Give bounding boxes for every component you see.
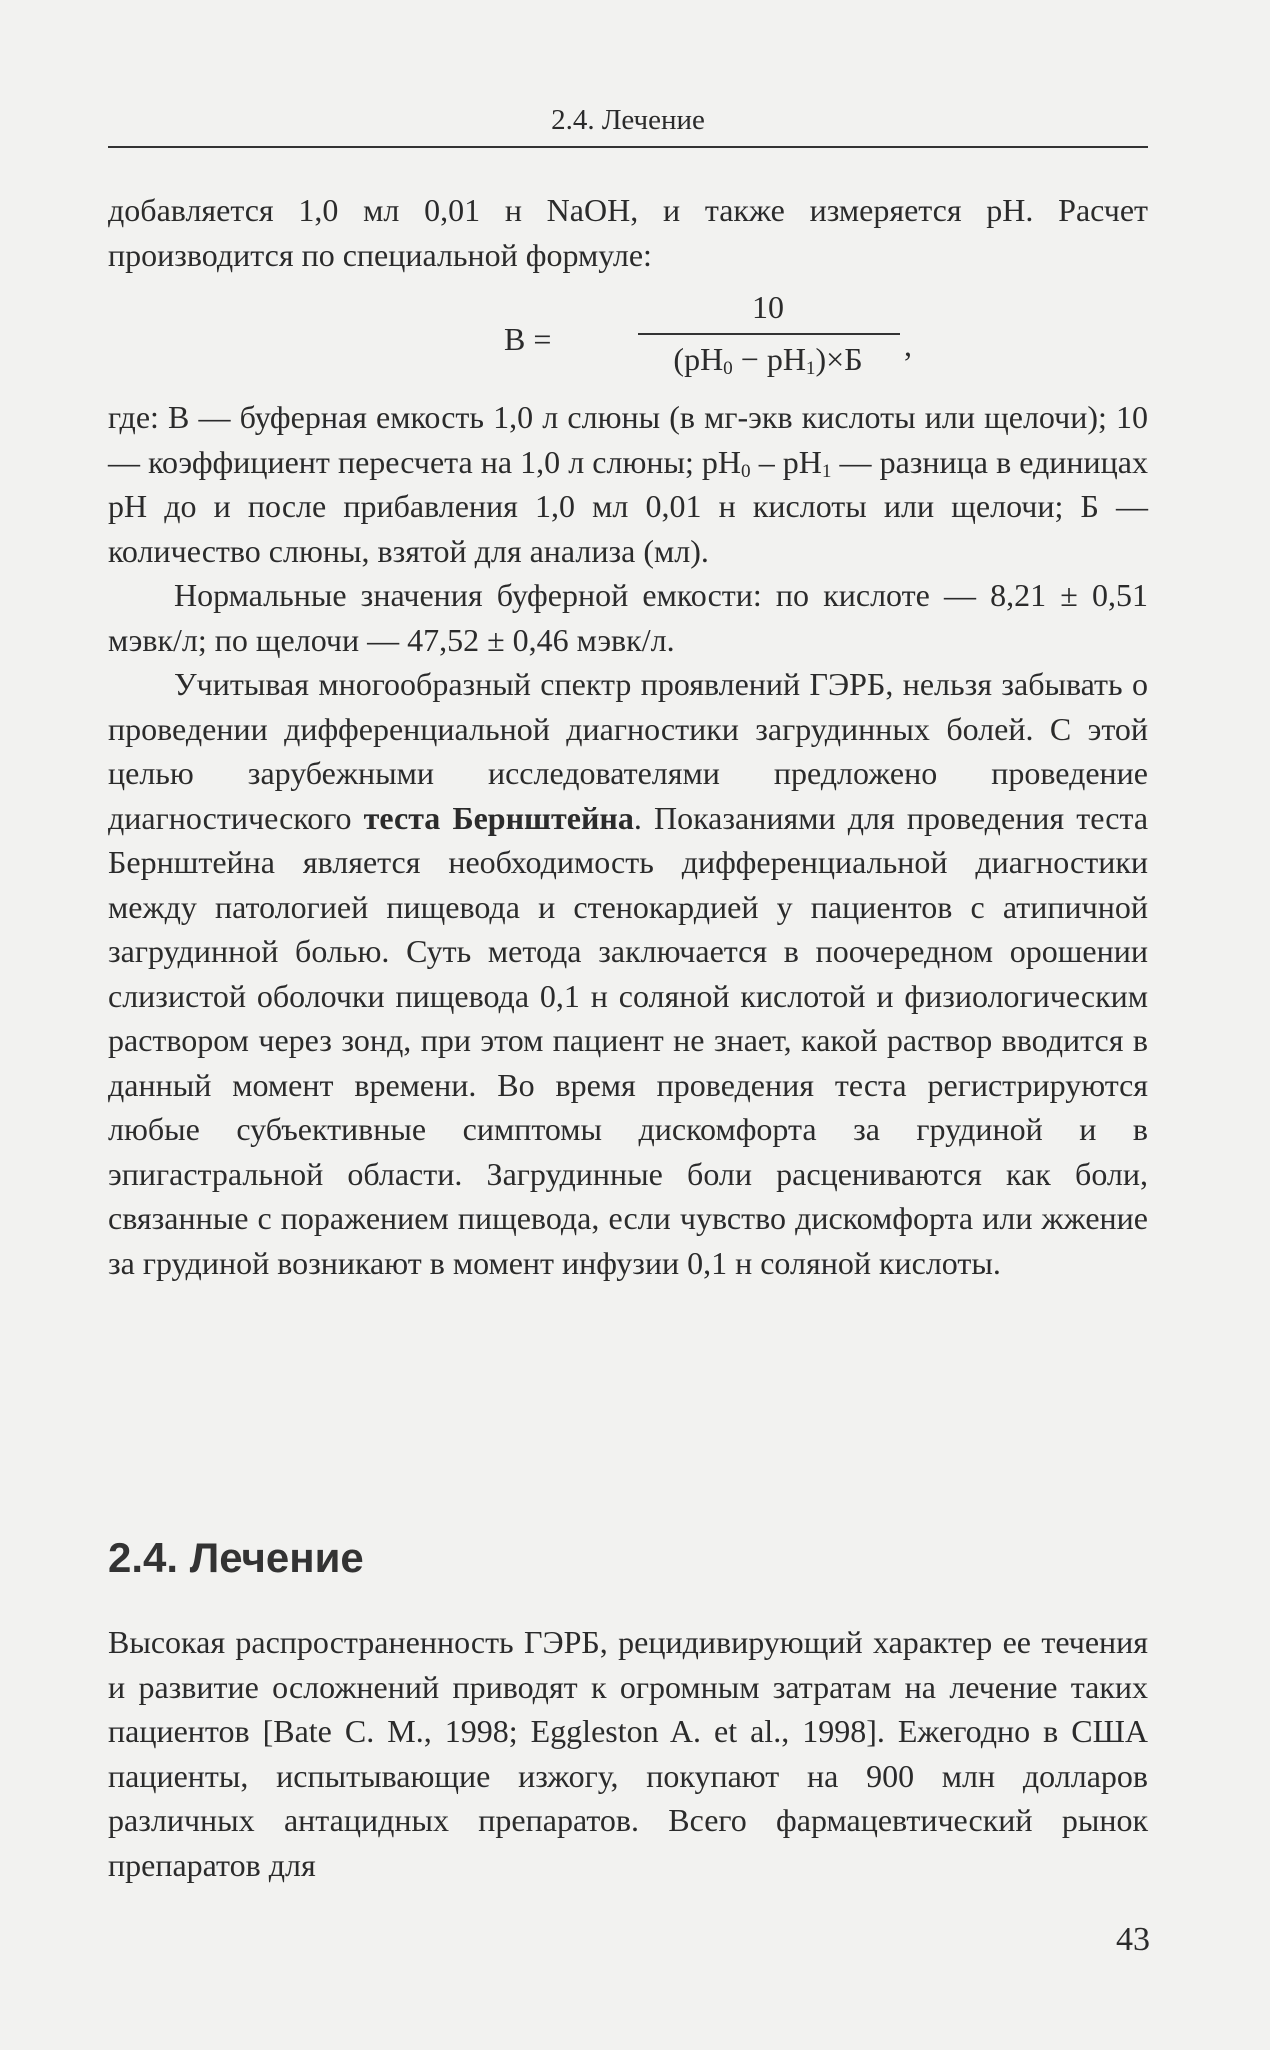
formula-lhs: B = <box>504 321 552 357</box>
section-heading: 2.4. Лечение <box>108 1534 364 1581</box>
paragraph-normal-values: Нормальные значения буферной емкости: по кислоте — 8,21 ± 0,51 мэвк/л; по щелочи — 47,52 ± 0,46 мэвк/л. <box>108 577 1148 658</box>
formula-denominator: $(pH_0 - pH_1)\times Б$ <box>673 341 863 379</box>
header-rule <box>108 146 1148 148</box>
paragraph-intro: добавляется 1,0 мл 0,01 н NaOH, и также измеряется рН. Расчет производится по специальной формуле: <box>108 192 1148 273</box>
treatment-text <box>108 1620 1148 1887</box>
paragraph-bernstein-test: Учитывая многообразный спектр проявлений ГЭРБ, нельзя забывать о проведении дифференциальной диагностики загрудинных болей. С этой целью зарубежными исследователями предложено проведение диагностического теста Бернштейна. Показаниями для проведения теста Бернштейна является необходимость дифференциальной диагностики между патологией пищевода и стенокардией у пациентов с атипичной загрудинной болью. Суть метода заключается в поочередном орошении слизистой оболочки пищевода 0,1 н соляной кислотой и физиологическим раствором через зонд, при этом пациент не знает, какой раствор вводится в данный момент времени. Во время проведения теста регистрируются любые субъективные симптомы дискомфорта за грудиной и в эпигастральной области. Загрудинные боли расцениваются как боли, связанные с поражением пищевода, если чувство дискомфорта или жжение за грудиной возникают в момент инфузии 0,1 н соляной кислоты. <box>108 666 1149 1281</box>
formula-numerator: 10 <box>752 289 784 325</box>
bernstein-term: теста Бернштейна <box>363 799 634 836</box>
paragraph-treatment: Высокая распространенность ГЭРБ, рецидивирующий характер ее течения и развитие осложнений приводят к огромным затратам на лечение таких пациентов [Bate С. М., 1998; Eggleston A. et al., 1998]. Ежегодно в США пациенты, испытывающие изжогу, покупают на 900 млн долларов различных антацидных препаратов. Всего фармацевтический рынок препаратов для <box>108 1624 1148 1883</box>
running-head: 2.4. Лечение <box>551 104 705 136</box>
fraction-bar <box>638 333 900 335</box>
page-number: 43 <box>1116 1921 1150 1958</box>
formula-comma: , <box>904 327 912 363</box>
paragraph-where: где: В — буферная емкость 1,0 л слюны (в мг-экв кислоты или щелочи); 10 — коэффициент пересчета на 1,0 л слюны; $pH_0 - pH_1$ — разница в единицах рН до и после прибавления 1,0 мл 0,01 н кислоты или щелочи; Б — количество слюны, взятой для анализа (мл). <box>108 399 1148 569</box>
main-text <box>108 188 1148 1285</box>
buffer-capacity-formula <box>108 277 1148 395</box>
